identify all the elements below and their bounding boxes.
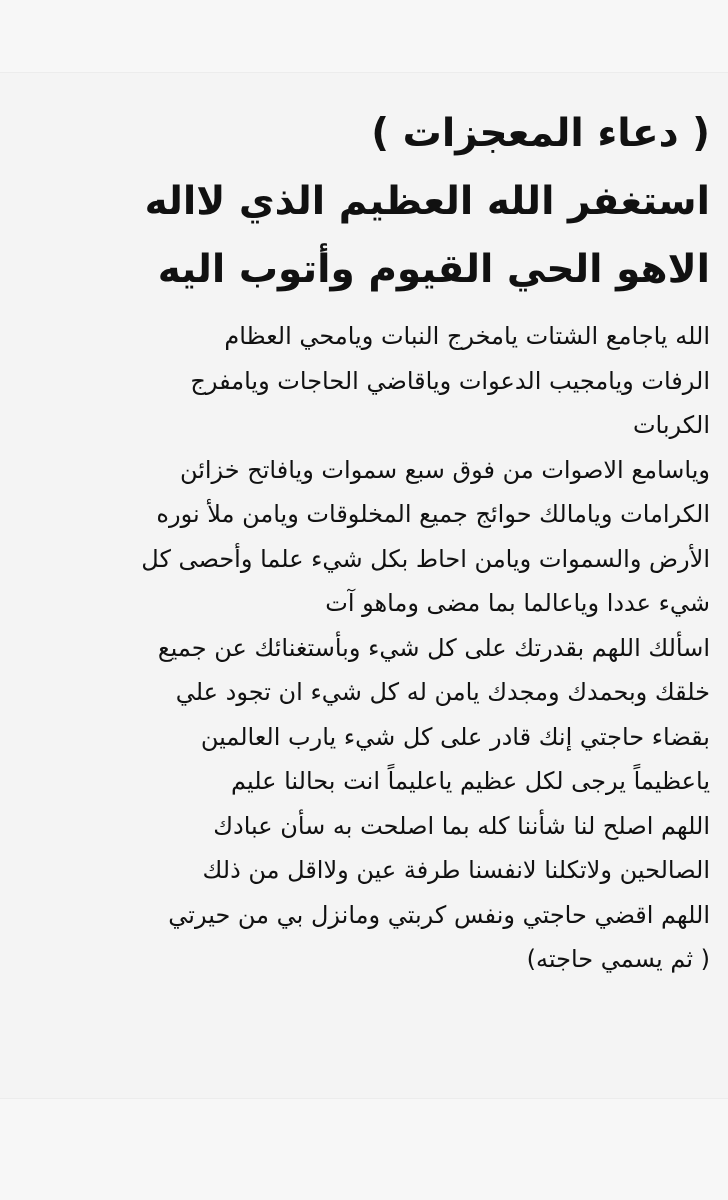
prayer-text xyxy=(14,100,710,982)
top-margin xyxy=(0,0,728,73)
body-line: وياسامع الاصوات من فوق سبع سموات ويافاتح خزائن xyxy=(179,455,710,484)
body-line: اسألك اللهم بقدرتك على كل شيء وبأستغنائك عن جميع xyxy=(157,633,710,662)
prayer-title: ( دعاء المعجزات ) xyxy=(371,111,710,156)
body-line: اللهم اقضي حاجتي ونفس كربتي ومانزل بي من حيرتي xyxy=(168,900,710,929)
prayer-body xyxy=(14,314,710,982)
body-line: بقضاء حاجتي إنك قادر على كل شيء يارب العالمين xyxy=(200,722,710,751)
body-line: خلقك وبحمدك ومجدك يامن له كل شيء ان تجود علي xyxy=(175,678,710,706)
body-line: الكرامات ويامالك حوائج جميع المخلوقات ويامن ملأ نوره xyxy=(156,500,710,528)
body-line: الكربات xyxy=(632,411,710,439)
body-line: الصالحين ولاتكلنا لانفسنا طرفة عين ولااقل من ذلك xyxy=(202,856,710,884)
heading-line: استغفر الله العظيم الذي لااله xyxy=(144,179,710,224)
body-line: شيء عددا وياعالما بما مضى وماهو آت xyxy=(325,589,710,617)
body-line: الرفات ويامجيب الدعوات وياقاضي الحاجات ويامفرج xyxy=(190,366,710,395)
body-line: الأرض والسموات ويامن احاط بكل شيء علما وأحصى كل xyxy=(141,544,710,573)
body-line: ( ثم يسمي حاجته) xyxy=(526,945,710,973)
body-line: ياعظيماً يرجى لكل عظيم ياعليماً انت بحالنا عليم xyxy=(231,767,710,795)
heading-line: الاهو الحي القيوم وأتوب اليه xyxy=(157,247,710,292)
body-line: الله ياجامع الشتات يامخرج النبات ويامحي العظام xyxy=(224,322,710,350)
body-line: اللهم اصلح لنا شأننا كله بما اصلحت به سأن عبادك xyxy=(213,811,710,840)
bottom-margin xyxy=(0,1098,728,1200)
